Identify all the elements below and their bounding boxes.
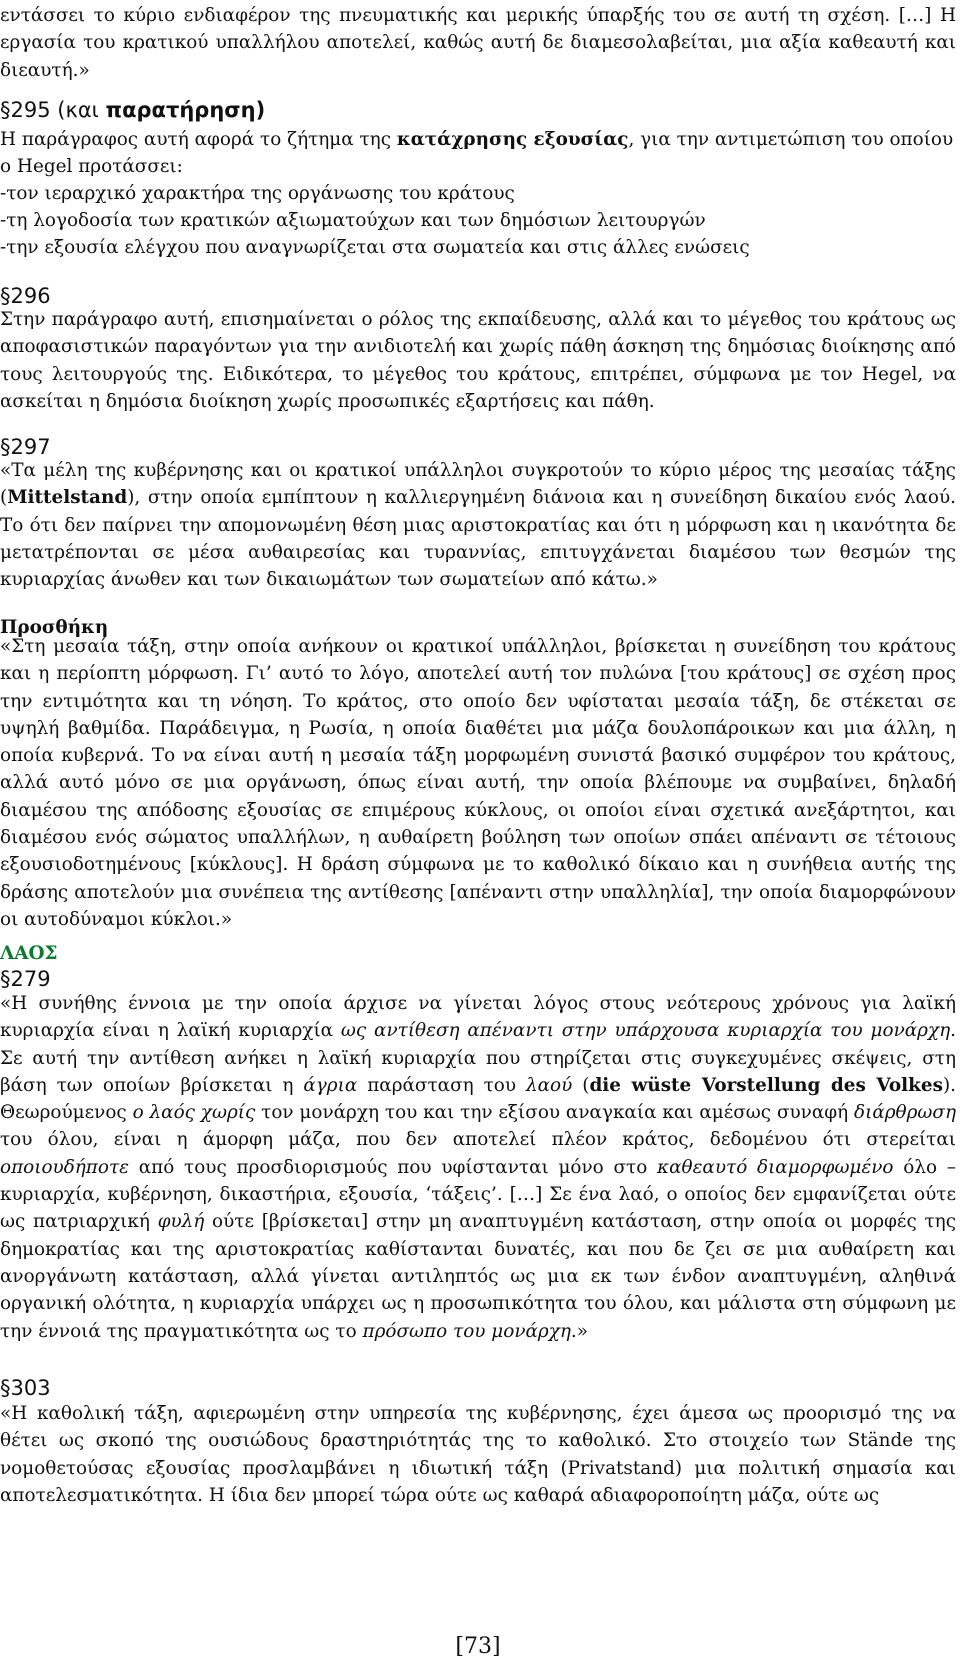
page-number: [73] <box>455 1634 501 1659</box>
section-heading-303: §303 <box>0 1376 51 1400</box>
section-297-quote: «Τα μέλη της κυβέρνησης και οι κρατικοί υπάλληλοι συγκροτούν το κύριο μέρος της μεσαίας τάξης (Mittelstand), στην οποία εμπίπτουν η καλλιεργημένη διάνοια και η συνείδηση δικαίου ενός λαού. Το ότι δεν παίρνει την απομονωμένη θέση μιας αριστοκρατίας και ότι η μόρφωση και η ικανότητα δε μετατρέπονται σε μέσα αυθαιρεσίας και τυραννίας, επιτυγχάνεται διαμέσου των θεσμών της κυριαρχίας άνωθεν και των δικαιωμάτων των σωματείων από κάτω.» <box>0 460 956 591</box>
section-heading-295: §295 (και παρατήρηση) <box>0 98 266 122</box>
paragraph-continuation: εντάσσει το κύριο ενδιαφέρον της πνευματικής και μερικής ύπαρξής του σε αυτή τη σχέση. […] Η εργασία του κρατικού υπαλλήλου αποτελεί, καθώς αυτή δε διαμεσολαβείται, μια αξία καθεαυτή και διεαυτή.» <box>0 5 956 81</box>
section-295-paragraph: Η παράγραφος αυτή αφορά το ζήτημα της κατάχρησης εξουσίας, για την αντιμετώπιση του οποίου ο Hegel προτάσσει: <box>0 129 954 178</box>
addition-heading: Προσθήκη <box>0 617 109 638</box>
section-303-quote: «Η καθολική τάξη, αφιερωμένη στην υπηρεσία της κυβέρνησης, έχει άμεσα ως προορισμό της να θέτει ως σκοπό της ουσιώδους δραστηριότητάς της το καθολικό. Στο στοιχείο των Stände της νομοθετούσας εξουσίας προσλαμβάνει η ιδιωτική τάξη (Privatstand) μια πολιτική σημασία και αποτελεσματικότητα. Η ίδια δεν μπορεί τώρα ούτε ως καθαρά αδιαφοροποίητη μάζα, ούτε ως <box>0 1403 956 1506</box>
section-295-list-item: -την εξουσία ελέγχου που αναγνωρίζεται στα σωματεία και στις άλλες ενώσεις <box>0 237 750 258</box>
section-279-quote: «Η συνήθης έννοια με την οποία άρχισε να γίνεται λόγος στους νεότερους χρόνους για λαϊκή κυριαρχία είναι η λαϊκή κυριαρχία ως αντίθεση απέναντι στην υπάρχουσα κυριαρχία του μονάρχη. Σε αυτή την αντίθεση ανήκει η λαϊκή κυριαρχία που στηρίζεται στις συγκεχυμένες σκέψεις, στη βάση των οποίων βρίσκεται η άγρια παράσταση του λαού (die wüste Vorstellung des Volkes). Θεωρούμενος ο λαός χωρίς τον μονάρχη του και την εξίσου αναγκαία και αμέσως συναφή διάρθρωση του όλου, είναι η άμορφη μάζα, που δεν αποτελεί πλέον κράτος, δεδομένου ότι στερείται οποιουδήποτε από τους προσδιορισμούς που υφίστανται μόνο στο καθεαυτό διαμορφωμένο όλο –κυριαρχία, κυβέρνηση, δικαστήρια, εξουσία, ‘τάξεις’. […] Σε ένα λαό, ο οποίος δεν εμφανίζεται ούτε ως πατριαρχική φυλή ούτε [βρίσκεται] στην μη αναπτυγμένη κατάσταση, στην οποία οι μορφές της δημοκρατίας και της αριστοκρατίας καθίστανται δυνατές, και που δε ζει σε μια αυθαίρετη και ανοργάνωτη κατάσταση, αλλά γίνεται αντιληπτός ως μια εκ των ένδον αναπτυγμένη, αληθινά οργανική ολότητα, η κυριαρχία υπάρχει ως η προσωπικότητα του όλου, και μάλιστα στη σύμφωνη με την έννοιά της πραγματικότητα ως το πρόσωπο του μονάρχη.» <box>0 993 956 1342</box>
section-heading-296: §296 <box>0 284 51 308</box>
addition-quote: «Στη μεσαία τάξη, στην οποία ανήκουν οι κρατικοί υπάλληλοι, βρίσκεται η συνείδηση του κράτους και η περίοπτη μόρφωση. Γι’ αυτό το λόγο, αποτελεί αυτή τον πυλώνα [του κράτους] σε σχέση προς την εντιμότητα και τη νόηση. Το κράτος, στο οποίο δεν υφίσταται μεσαία τάξη, δε στέκεται σε υψηλή βαθμίδα. Παράδειγμα, η Ρωσία, η οποία διαθέτει μια μάζα δουλοπάροικων και μια άλλη, η οποία κυβερνά. Το να είναι αυτή η μεσαία τάξη μορφωμένη συνιστά βασικό συμφέρον του κράτους, αλλά αυτό μόνο σε μια οργάνωση, όπως είναι αυτή, την οποία βλέπουμε να συμβαίνει, δηλαδή διαμέσου της απόδοσης εξουσίας σε επιμέρους κύκλους, οι οποίοι είναι σχετικά ανεξάρτητοι, και διαμέσου ενός σώματος υπαλλήλων, η αυθαίρετη βούληση των οποίων σπάει απέναντι σε τέτοιους εξουσιοδοτημένους [κύκλους]. Η δράση σύμφωνα με το καθολικό δίκαιο και η συνήθεια αυτής της δράσης αποτελούν μια συνέπεια της αντίθεσης [απέναντι στην υπαλληλία], την οποία διαμορφώνουν οι αυτοδύναμοι κύκλοι.» <box>0 636 956 930</box>
section-title-laos: ΛΑΟΣ <box>0 943 58 964</box>
section-295-list-item: -τον ιεραρχικό χαρακτήρα της οργάνωσης του κράτους <box>0 183 515 204</box>
section-heading-279: §279 <box>0 967 51 991</box>
section-295-list-item: -τη λογοδοσία των κρατικών αξιωματούχων και των δημόσιων λειτουργών <box>0 210 706 231</box>
section-296-paragraph: Στην παράγραφο αυτή, επισημαίνεται ο ρόλος της εκπαίδευσης, αλλά και το μέγεθος του κράτους ως αποφασιστικών παραγόντων για την ανιδιοτελή και χωρίς πάθη άσκηση της δημόσιας διοίκησης από τους λειτουργούς της. Ειδικότερα, το μέγεθος του κράτους, επιτρέπει, σύμφωνα με τον Hegel, να ασκείται η δημόσια διοίκηση χωρίς προσωπικές εξαρτήσεις και πάθη. <box>0 309 956 412</box>
section-heading-297: §297 <box>0 435 51 459</box>
